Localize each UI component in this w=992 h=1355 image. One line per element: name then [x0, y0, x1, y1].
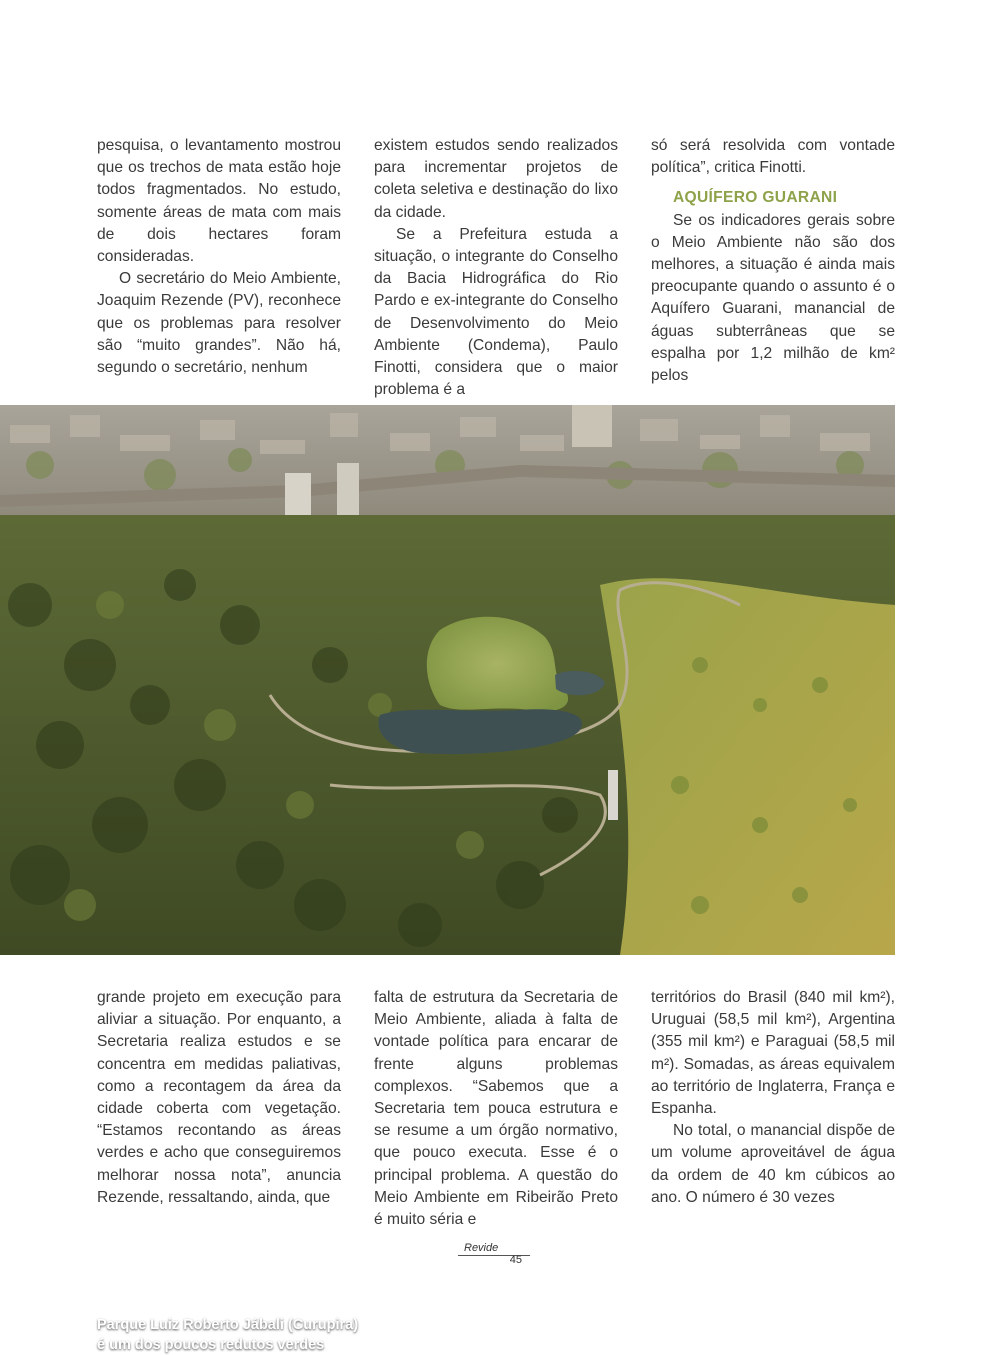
article-column-1 [97, 135, 341, 379]
article-column-2 [374, 135, 618, 401]
paragraph: só será resolvida com vontade política”, critica Finotti. [651, 137, 895, 177]
article-column-5 [374, 987, 618, 1231]
caption-line: é um dos poucos redutos verdes [97, 1337, 325, 1353]
paragraph: territórios do Brasil (840 mil km²), Uruguai (58,5 mil km²), Argentina (355 mil km²) e Paraguai (58,5 mil m²). Somadas, as áreas equivalem ao território de Inglaterra, França e Espanha. [651, 989, 895, 1118]
paragraph: No total, o manancial dispõe de um volume aproveitável de água da ordem de 40 km cúbicos ao ano. O número é 30 vezes [651, 1122, 895, 1206]
section-heading: AQUÍFERO GUARANI [673, 189, 838, 207]
caption-line: Parque Luiz Roberto Jábali (Curupira) [97, 1317, 359, 1333]
magazine-name: Revide [464, 1242, 499, 1254]
paragraph: existem estudos sendo realizados para incrementar projetos de coleta seletiva e destinação do lixo da cidade. [374, 137, 618, 221]
paragraph: Se os indicadores gerais sobre o Meio Ambiente não são dos melhores, a situação é ainda mais preocupante quando o assunto é o Aquífero Guarani, manancial de águas subterrâneas que se espalha por 1,2 milhão de km² pelos [651, 211, 895, 385]
page-number: 45 [509, 1254, 522, 1266]
page-footer [458, 1242, 530, 1266]
paragraph: grande projeto em execução para aliviar a situação. Por enquanto, a Secretaria realiza estudos e se concentra em medidas paliativas, como a recontagem da área da cidade coberta com vegetação. “Estamos recontando as áreas verdes e acho que conseguiremos melhorar nossa nota”, anuncia Rezende, ressaltando, ainda, que [97, 989, 341, 1206]
paragraph: falta de estrutura da Secretaria de Meio Ambiente, aliada à falta de vontade política para encarar de frente alguns problemas complexos. “Sabemos que a Secretaria tem pouca estrutura e se resume a um órgão normativo, que pouco executa. Esse é o principal problema. A questão do Meio Ambiente em Ribeirão Preto é muito séria e [374, 989, 618, 1229]
article-column-4 [97, 987, 341, 1209]
article-column-3 [651, 135, 895, 387]
paragraph: O secretário do Meio Ambiente, Joaquim Rezende (PV), reconhece que os problemas para resolver são “muito grandes”. Não há, segundo o secretário, nenhum [97, 270, 341, 377]
paragraph: Se a Prefeitura estuda a situação, o integrante do Conselho da Bacia Hidrográfica do Rio Pardo e ex-integrante do Conselho de Desenvolvimento do Meio Ambiente (Condema), Paulo Finotti, considera que o maior problema é a [374, 225, 618, 399]
photo-illustration [0, 405, 895, 955]
photo-caption [97, 1315, 417, 1355]
paragraph: pesquisa, o levantamento mostrou que os trechos de mata estão hoje todos fragmentados. No estudo, somente áreas de mata com mais de dois hectares foram consideradas. [97, 137, 341, 266]
article-column-6 [651, 987, 895, 1209]
